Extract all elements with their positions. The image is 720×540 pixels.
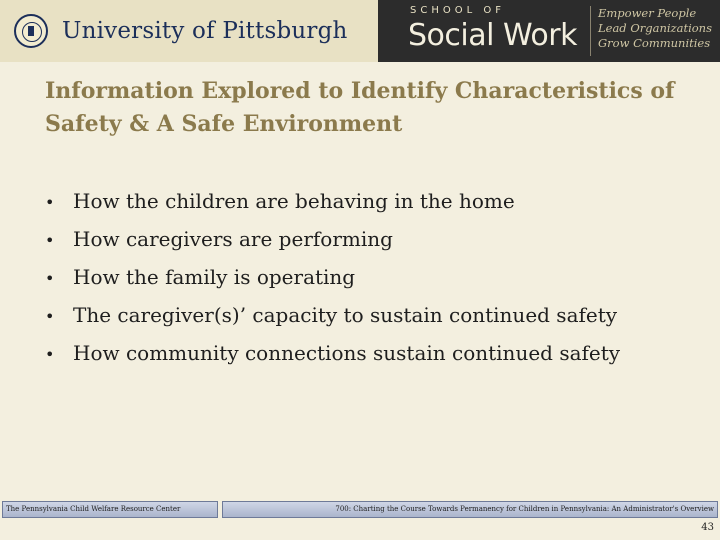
school-name: Social Work [408, 18, 577, 53]
university-seal-icon [14, 14, 48, 48]
tagline: Grow Communities [598, 36, 711, 50]
bullet-text: How the children are behaving in the home [73, 189, 515, 213]
footer-course-title: 700: Charting the Course Towards Permanency for Children in Pennsylvania: An Administrator's Overview [222, 501, 718, 518]
page-number: 43 [701, 522, 714, 533]
header-divider [590, 6, 591, 56]
bullet-icon: • [45, 307, 55, 326]
tagline: Lead Organizations [598, 21, 712, 35]
header-banner [0, 0, 720, 62]
bullet-icon: • [45, 269, 55, 288]
bullet-list [45, 183, 705, 373]
school-label: SCHOOL OF [410, 5, 505, 16]
list-item [45, 259, 705, 297]
university-logo-block [0, 0, 378, 62]
bullet-text: How caregivers are performing [73, 227, 393, 251]
bullet-text: How community connections sustain continued safety [73, 341, 621, 365]
bullet-text: How the family is operating [73, 265, 356, 289]
bullet-icon: • [45, 231, 55, 250]
school-logo-block [396, 0, 586, 62]
bullet-text: The caregiver(s)’ capacity to sustain continued safety [73, 303, 618, 327]
list-item [45, 183, 705, 221]
footer-organization: The Pennsylvania Child Welfare Resource Center [2, 501, 218, 518]
list-item [45, 297, 705, 335]
taglines [598, 6, 718, 51]
bullet-icon: • [45, 345, 55, 364]
list-item [45, 221, 705, 259]
slide-title: Information Explored to Identify Characteristics of Safety & A Safe Environment [45, 78, 675, 137]
list-item [45, 335, 705, 373]
tagline: Empower People [598, 6, 697, 20]
university-name: University of Pittsburgh [62, 18, 348, 44]
bullet-icon: • [45, 193, 55, 212]
